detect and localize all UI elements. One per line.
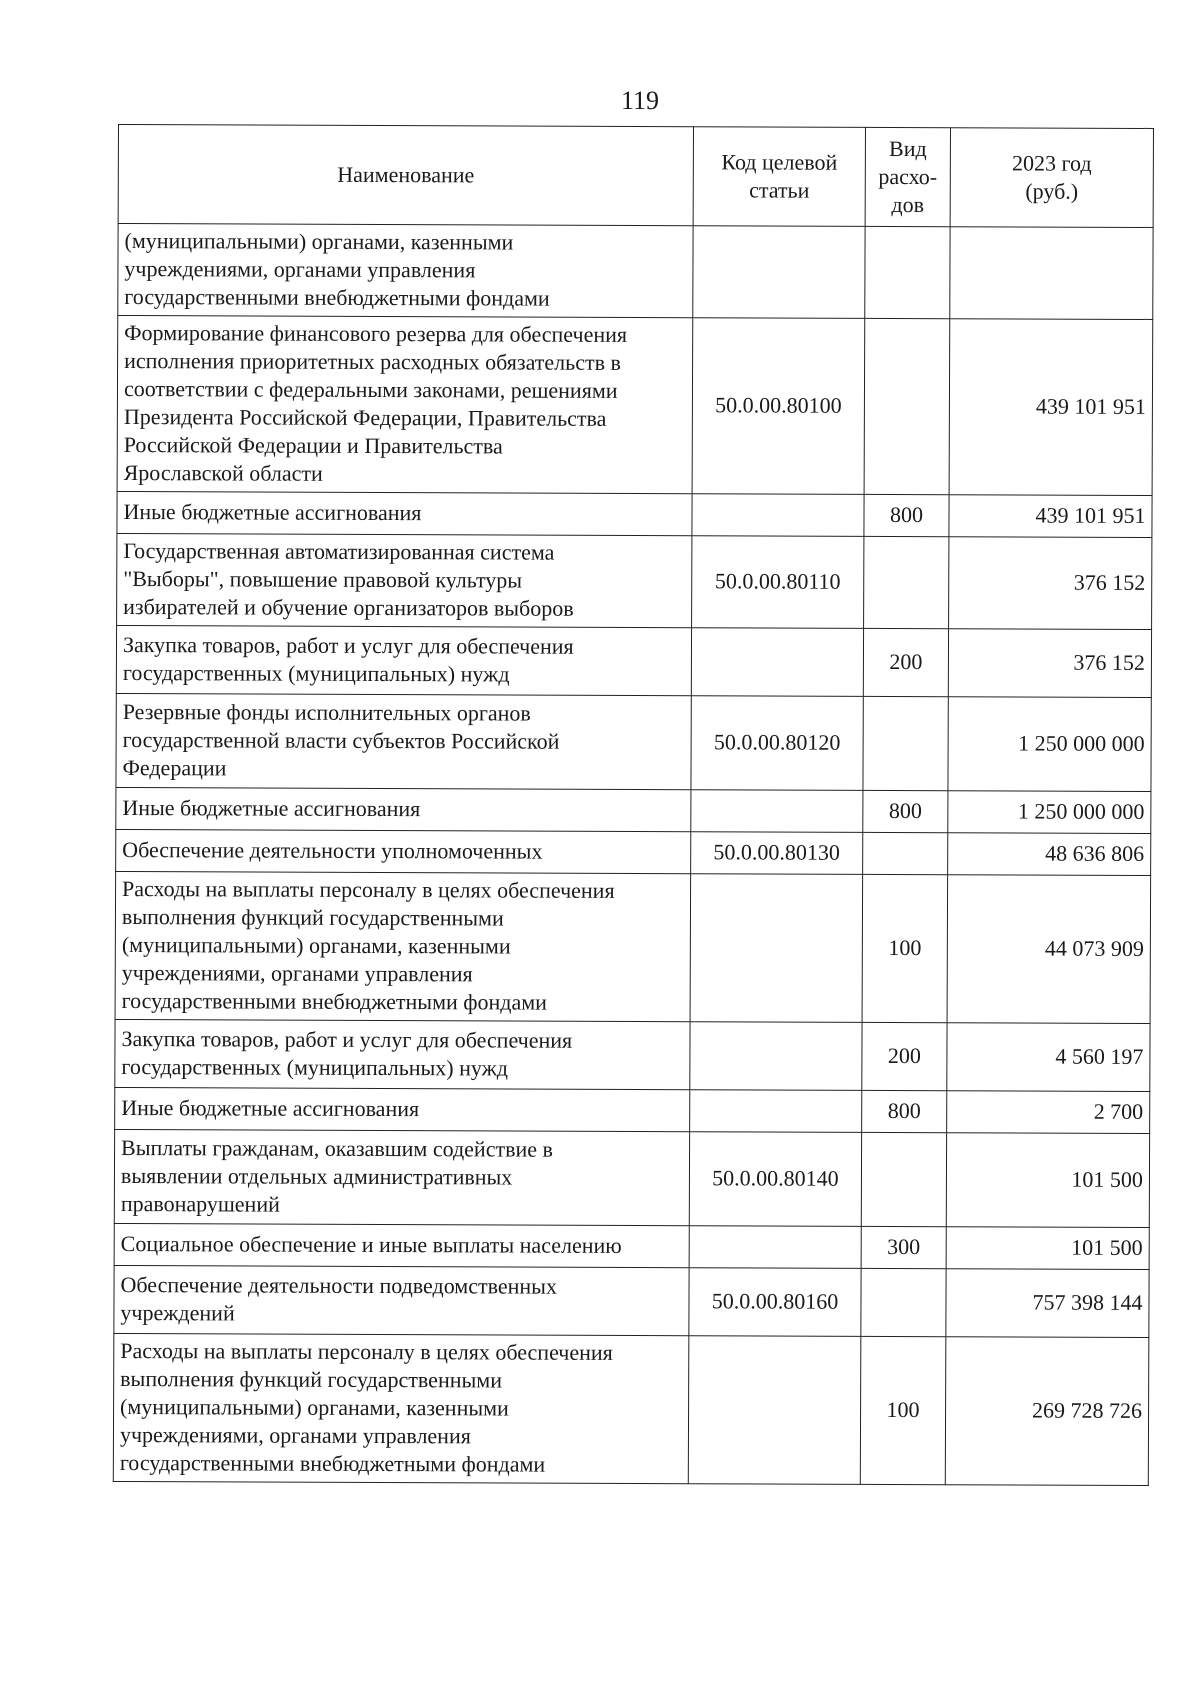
cell-vid [865,226,950,318]
cell-name: Закупка товаров, работ и услуг для обеспечения государственных (муниципальных) нужд [115,1019,690,1089]
table-row [118,224,1153,320]
table-row [117,316,1153,496]
cell-vid [864,536,949,628]
page-number: 119 [620,86,660,115]
table-row [114,1223,1149,1269]
cell-code [690,1022,862,1091]
cell-code [691,790,863,833]
cell-vid: 300 [861,1226,946,1268]
cell-vid [864,318,950,494]
cell-sum: 101 500 [946,1133,1149,1228]
cell-code [689,1226,861,1269]
cell-code: 50.0.00.80100 [692,318,865,495]
cell-vid: 800 [862,1090,947,1132]
cell-code [692,494,864,537]
cell-sum: 439 101 951 [949,319,1153,496]
cell-sum: 1 250 000 000 [948,697,1151,792]
cell-name: Иные бюджетные ассигнования [115,1087,690,1131]
cell-name: Государственная автоматизированная система "Выборы", повышение правовой культуры избирателей и обучение организаторов выборов [117,533,692,627]
header-name: Наименование [118,125,693,226]
cell-code [690,1090,862,1133]
cell-code: 50.0.00.80110 [692,536,864,629]
cell-vid: 200 [863,628,948,696]
cell-code [690,874,863,1023]
table-row [117,533,1152,629]
cell-sum: 376 152 [948,629,1151,698]
cell-vid: 800 [864,494,949,536]
table-row [115,1087,1150,1133]
cell-vid: 100 [860,1336,946,1484]
cell-code: 50.0.00.80120 [691,696,863,791]
table-row [113,1333,1149,1485]
cell-vid [863,696,948,790]
cell-name: Обеспечение деятельности подведомственных учреждений [114,1265,689,1335]
table-row [116,693,1151,791]
cell-name: Расходы на выплаты персоналу в целях обеспечения выполнения функций государственными (муниципальными) органами, казенными учреждениями, органами управления государственными внебюджетными фондами [113,1333,689,1483]
cell-name: Социальное обеспечение и иные выплаты населению [114,1223,689,1267]
cell-sum: 376 152 [949,537,1152,630]
cell-name: Иные бюджетные ассигнования [117,491,692,535]
cell-name: Расходы на выплаты персоналу в целях обеспечения выполнения функций государственными (муниципальными) органами, казенными учреждениями, органами управления государственными внебюджетными фондами [115,871,691,1021]
cell-name: Выплаты гражданам, оказавшим содействие в выявлении отдельных административных правонарушений [114,1129,689,1225]
table-row [117,491,1152,537]
table-row [115,1019,1150,1091]
cell-vid [861,1132,946,1226]
table-header [118,125,1153,228]
cell-name: Закупка товаров, работ и услуг для обеспечения государственных (муниципальных) нужд [116,625,691,695]
cell-sum: 44 073 909 [947,875,1151,1024]
cell-code: 50.0.00.80140 [689,1132,861,1227]
table-row [116,829,1151,875]
budget-table [113,124,1154,1486]
cell-name: (муниципальными) органами, казенными учреждениями, органами управления государственными внебюджетными фондами [118,224,693,318]
cell-name: Формирование финансового резерва для обеспечения исполнения приоритетных расходных обязательств в соответствии с федеральными законами, решениями Президента Российской Федерации, Правительства Российской Федерации и Правительства Ярославской области [117,316,693,494]
cell-sum: 757 398 144 [946,1269,1149,1338]
cell-code [691,628,863,697]
cell-code [693,226,865,319]
cell-sum: 1 250 000 000 [948,791,1151,834]
cell-sum: 269 728 726 [945,1337,1149,1486]
cell-vid: 200 [862,1022,947,1090]
cell-sum: 101 500 [946,1227,1149,1270]
header-code: Код целевой статьи [693,127,865,227]
cell-sum: 2 700 [947,1091,1150,1134]
cell-sum [950,227,1153,320]
header-vid: Вид расхо- дов [865,127,950,226]
header-sum: 2023 год (руб.) [950,128,1153,228]
table-body [113,224,1153,1486]
cell-vid [861,1268,946,1336]
table-row [114,1129,1149,1227]
cell-vid: 800 [863,790,948,832]
table-row [115,871,1151,1023]
cell-code [688,1336,861,1485]
cell-name: Обеспечение деятельности уполномоченных [116,829,691,873]
cell-code: 50.0.00.80130 [691,832,863,875]
cell-name: Резервные фонды исполнительных органов государственной власти субъектов Российской Федерации [116,693,691,789]
cell-vid: 100 [862,874,948,1022]
header-row [118,125,1153,228]
cell-vid [863,832,948,874]
table-row [116,787,1151,833]
cell-code: 50.0.00.80160 [689,1268,861,1337]
cell-sum: 48 636 806 [948,833,1151,876]
cell-sum: 439 101 951 [949,495,1152,538]
cell-sum: 4 560 197 [947,1023,1150,1092]
table-row [116,625,1151,697]
table-row [114,1265,1149,1337]
cell-name: Иные бюджетные ассигнования [116,787,691,831]
